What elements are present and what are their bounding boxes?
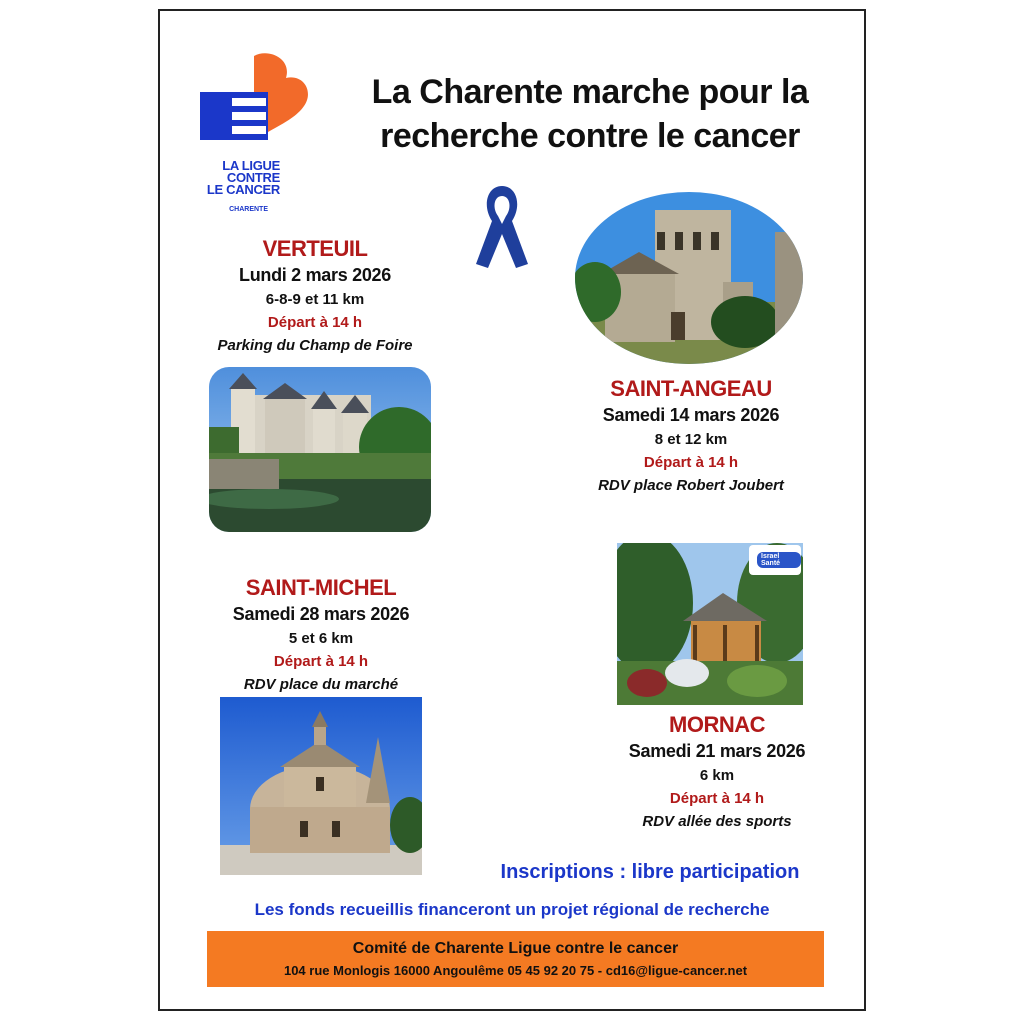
event-date: Samedi 28 mars 2026 bbox=[232, 604, 410, 624]
photo-saint-michel-church bbox=[220, 697, 422, 875]
inscriptions-note: Inscriptions : libre participation bbox=[500, 861, 800, 883]
logo-subtitle: CHARENTE bbox=[229, 206, 268, 213]
heart-e-logo-icon bbox=[196, 52, 316, 160]
logo-text-line3: LE CANCER bbox=[206, 182, 280, 197]
event-saint-angeau bbox=[560, 376, 822, 494]
event-departure: Départ à 14 h bbox=[643, 454, 739, 471]
event-meeting-place: RDV place du marché bbox=[243, 676, 399, 693]
title-line1: La Charente marche pour la bbox=[371, 73, 809, 111]
event-date: Lundi 2 mars 2026 bbox=[239, 265, 391, 285]
event-meeting-place: Parking du Champ de Foire bbox=[217, 337, 413, 354]
funds-note: Les fonds recueillis financeront un projet régional de recherche bbox=[254, 900, 770, 919]
event-meeting-place: RDV allée des sports bbox=[642, 813, 792, 830]
event-distance: 8 et 12 km bbox=[654, 431, 728, 448]
event-town: SAINT-ANGEAU bbox=[610, 376, 772, 401]
photo-saint-angeau-church bbox=[575, 192, 803, 364]
event-town: MORNAC bbox=[669, 712, 765, 737]
footer-title: Comité de Charente Ligue contre le cancer bbox=[352, 940, 679, 957]
event-town: VERTEUIL bbox=[262, 236, 368, 261]
logo-text-line2: CONTRE bbox=[226, 170, 280, 185]
logo-text-line1: LA LIGUE bbox=[222, 158, 280, 173]
event-meeting-place: RDV place Robert Joubert bbox=[598, 477, 784, 494]
event-date: Samedi 14 mars 2026 bbox=[602, 405, 780, 425]
event-departure: Départ à 14 h bbox=[267, 314, 363, 331]
event-departure: Départ à 14 h bbox=[273, 653, 369, 670]
photo-verteuil-chateau bbox=[209, 367, 431, 532]
event-distance: 6 km bbox=[699, 767, 735, 784]
event-date: Samedi 21 mars 2026 bbox=[628, 741, 806, 761]
event-mornac bbox=[590, 712, 844, 830]
event-town: SAINT-MICHEL bbox=[245, 575, 397, 600]
photo-mornac-gazebo bbox=[617, 543, 803, 705]
event-departure: Départ à 14 h bbox=[669, 790, 765, 807]
awareness-ribbon-icon bbox=[462, 176, 542, 276]
ligue-contre-le-cancer-logo bbox=[196, 52, 316, 217]
israel-sante-badge bbox=[749, 545, 801, 575]
event-verteuil bbox=[185, 236, 445, 354]
page-title bbox=[330, 70, 850, 158]
title-line2: recherche contre le cancer bbox=[380, 117, 800, 155]
event-distance: 5 et 6 km bbox=[288, 630, 354, 647]
event-distance: 6-8-9 et 11 km bbox=[265, 291, 365, 308]
event-saint-michel bbox=[193, 575, 449, 693]
footer-address: 104 rue Monlogis 16000 Angoulême 05 45 92 20 75 - cd16@ligue-cancer.net bbox=[283, 963, 748, 978]
badge-label: Israel Santé bbox=[757, 552, 801, 568]
